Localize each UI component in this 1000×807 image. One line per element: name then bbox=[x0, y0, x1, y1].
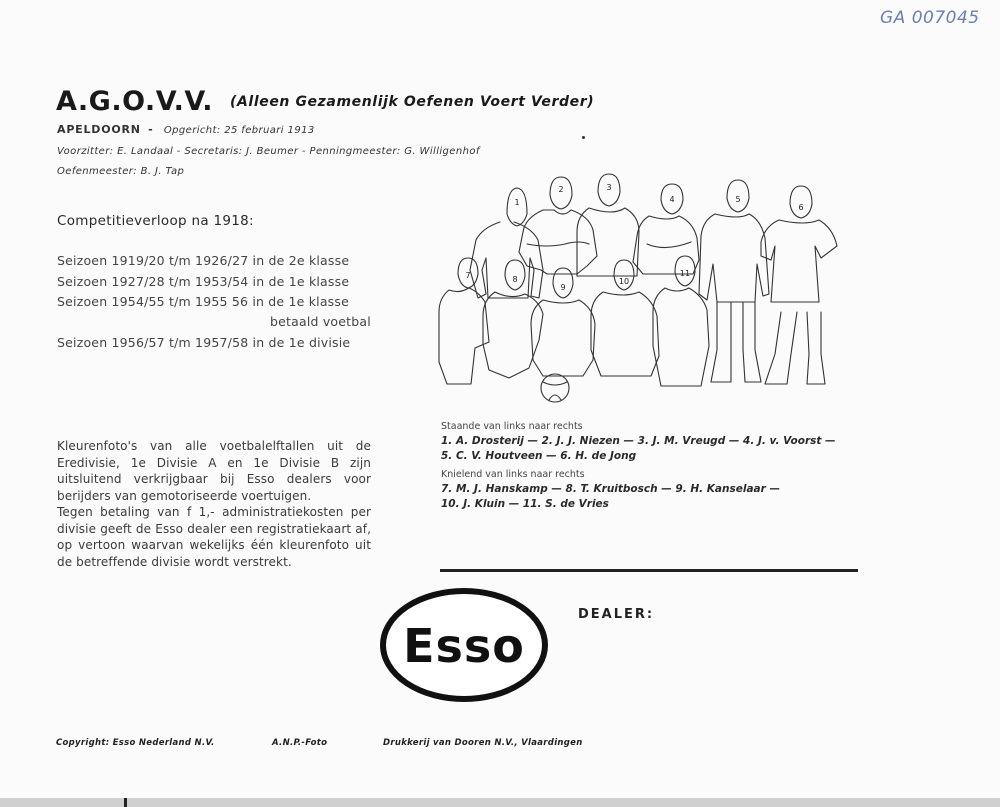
player-number: 11 bbox=[679, 269, 691, 278]
esso-logo bbox=[378, 586, 550, 704]
footer-printer: Drukkerij van Dooren N.V., Vlaardingen bbox=[383, 738, 583, 748]
player-number: 3 bbox=[606, 183, 612, 192]
player-figure bbox=[699, 180, 769, 382]
player-number: 2 bbox=[558, 185, 564, 194]
club-name: A.G.O.V.V. bbox=[56, 86, 214, 117]
footer-copyright: Copyright: Esso Nederland N.V. bbox=[56, 738, 215, 748]
season-line: Seizoen 1956/57 t/m 1957/58 in de 1e divisie bbox=[57, 335, 351, 350]
player-number: 8 bbox=[512, 275, 518, 284]
scan-edge-mark bbox=[124, 798, 127, 807]
dealer-label: DEALER: bbox=[578, 607, 655, 622]
club-founded: Opgericht: 25 februari 1913 bbox=[163, 125, 315, 136]
season-line-continuation: betaald voetbal bbox=[270, 314, 371, 329]
player-number: 4 bbox=[669, 195, 675, 204]
info-paragraph: Tegen betaling van f 1,- administratiekosten per divisie geeft de Esso dealer een registratiekaart af, op vertoon waarvan wekelijks één kleurenfoto uit de betreffende divisie wordt verstrekt. bbox=[57, 505, 371, 569]
ink-dot bbox=[582, 136, 585, 139]
team-photo-illustration bbox=[435, 172, 860, 408]
kneeling-names: 10. J. Kluin — 11. S. de Vries bbox=[441, 498, 609, 510]
standing-label: Staande van links naar rechts bbox=[441, 421, 583, 432]
kneeling-names: 7. M. J. Hanskamp — 8. T. Kruitbosch — 9. H. Kanselaar — bbox=[441, 483, 780, 495]
info-paragraph: Kleurenfoto's van alle voetbalelftallen uit de Eredivisie, 1e Divisie A en 1e Divisie B zijn uitsluitend verkrijgbaar bij Esso dealers voor berijders van gemotoriseerde voertuigen. bbox=[57, 439, 371, 503]
footer-photo-credit: A.N.P.-Foto bbox=[272, 738, 328, 748]
standing-names: 5. C. V. Houtveen — 6. H. de Jong bbox=[441, 450, 637, 462]
player-figure bbox=[633, 184, 699, 274]
player-number: 10 bbox=[618, 277, 630, 286]
club-location-line: APELDOORN - Opgericht: 25 februari 1913 bbox=[57, 123, 315, 136]
player-number: 1 bbox=[514, 198, 520, 207]
club-trainer: Oefenmeester: B. J. Tap bbox=[57, 166, 185, 177]
ball bbox=[541, 374, 569, 402]
player-number: 5 bbox=[735, 195, 741, 204]
player-figure bbox=[439, 258, 489, 384]
season-line: Seizoen 1927/28 t/m 1953/54 in de 1e klasse bbox=[57, 274, 350, 289]
standing-names: 1. A. Drosterij — 2. J. J. Niezen — 3. J. M. Vreugd — 4. J. v. Voorst — bbox=[441, 435, 836, 447]
season-line: Seizoen 1954/55 t/m 1955 56 in de 1e klasse bbox=[57, 294, 349, 309]
player-number: 6 bbox=[798, 203, 804, 212]
archive-number: GA 007045 bbox=[880, 8, 980, 28]
season-line: Seizoen 1919/20 t/m 1926/27 in de 2e klasse bbox=[57, 253, 350, 268]
esso-logo-text: Esso bbox=[403, 619, 525, 673]
club-officials: Voorzitter: E. Landaal - Secretaris: J. Beumer - Penningmeester: G. Willigenhof bbox=[57, 146, 480, 157]
club-city: APELDOORN bbox=[57, 123, 141, 136]
player-figure bbox=[761, 186, 837, 384]
info-paragraph-block bbox=[57, 438, 371, 570]
scan-edge bbox=[0, 798, 1000, 807]
player-number: 9 bbox=[560, 283, 566, 292]
club-full-name: (Alleen Gezamenlijk Oefenen Voert Verder) bbox=[230, 94, 595, 110]
kneeling-label: Knielend van links naar rechts bbox=[441, 469, 585, 480]
photo-caption bbox=[441, 419, 836, 512]
player-number: 7 bbox=[465, 271, 471, 280]
divider-rule bbox=[440, 569, 858, 572]
competition-heading: Competitieverloop na 1918: bbox=[57, 213, 254, 229]
